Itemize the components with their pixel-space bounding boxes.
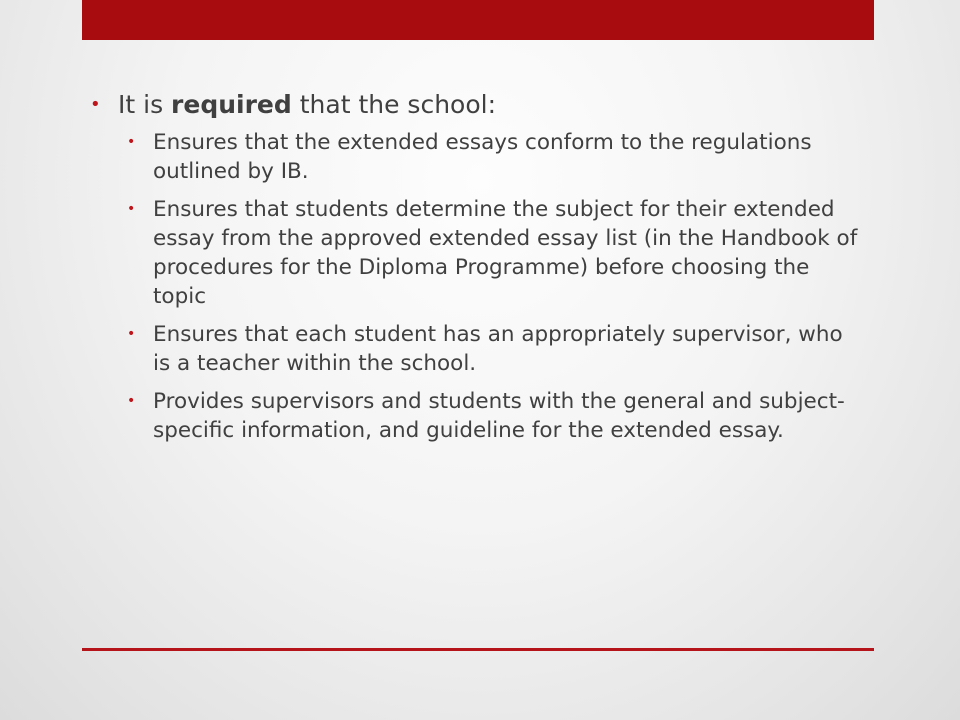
bullet-list (90, 88, 860, 122)
sub-bullet-item (127, 195, 860, 311)
bullet-icon: • (127, 201, 136, 217)
footer-divider-line (82, 648, 874, 651)
bullet-icon: • (127, 326, 136, 342)
main-bullet-text-bold: required (171, 90, 292, 119)
sub-bullet-text: Provides supervisors and students with the general and subject-specific information, and guideline for the extended essay. (153, 389, 845, 443)
bullet-icon: • (90, 94, 101, 115)
sub-bullet-item (127, 320, 860, 378)
bullet-icon: • (127, 393, 136, 409)
sub-bullet-item (127, 387, 860, 445)
main-bullet-text-start: It is (118, 90, 172, 119)
sub-bullet-text: Ensures that students determine the subject for their extended essay from the approved extended essay list (in the Handbook of procedures for the Diploma Programme) before choosing the topic (153, 197, 858, 309)
main-bullet-text-end: that the school: (291, 90, 496, 119)
sub-bullet-text: Ensures that the extended essays conform to the regulations outlined by IB. (153, 130, 812, 184)
header-accent-bar (82, 0, 874, 40)
bullet-icon: • (127, 134, 136, 150)
sub-bullet-item (127, 128, 860, 186)
sub-bullet-list (127, 128, 860, 445)
sub-bullet-text: Ensures that each student has an appropriately supervisor, who is a teacher within the school. (153, 322, 843, 376)
main-bullet-item (90, 88, 860, 122)
slide-content (90, 88, 860, 454)
